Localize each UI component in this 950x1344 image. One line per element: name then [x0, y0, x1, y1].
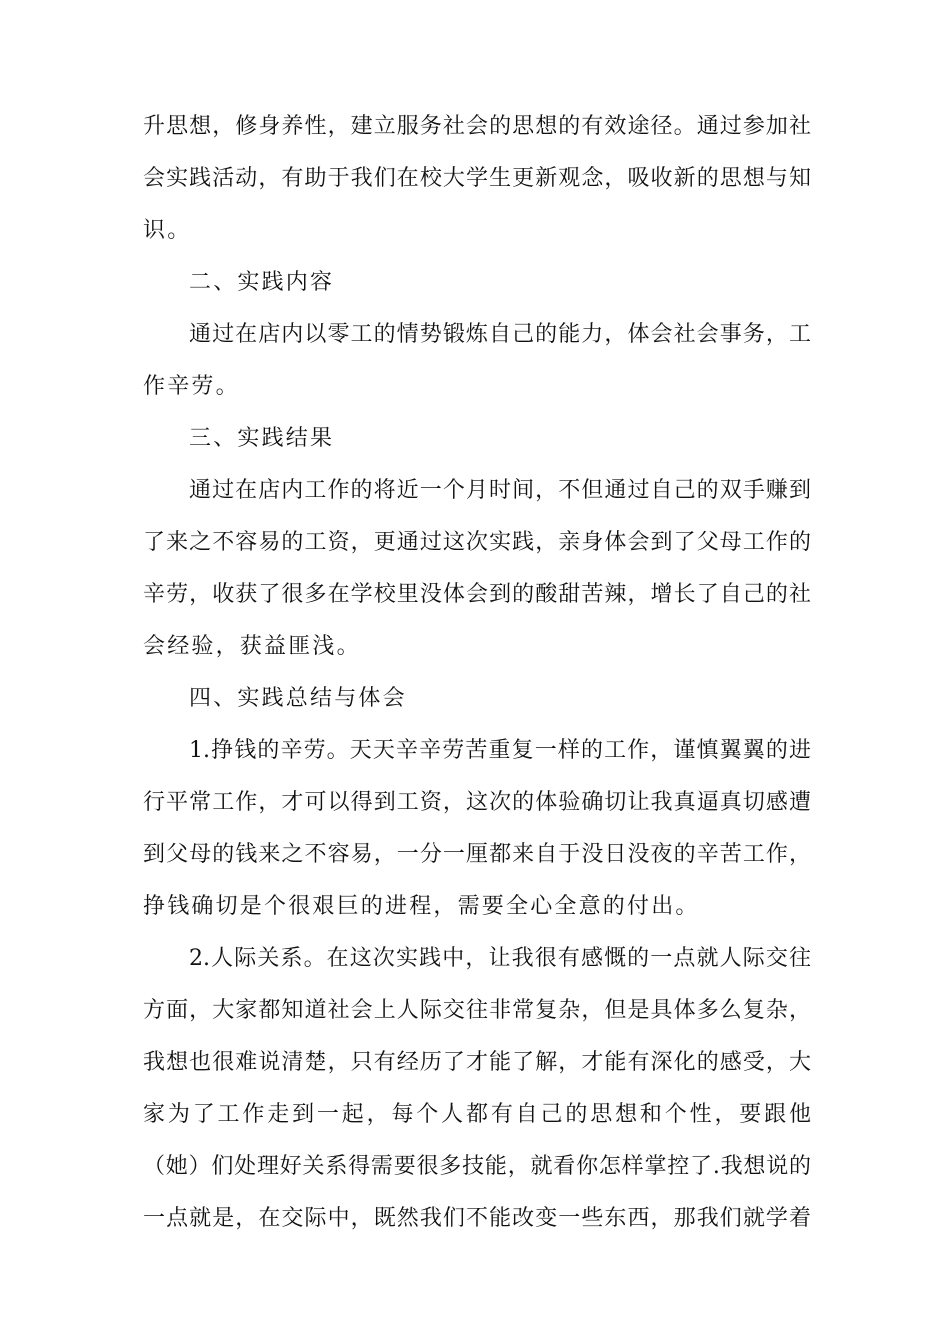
paragraph-line: 到父母的钱来之不容易，一分一厘都来自于没日没夜的辛苦工作， [143, 842, 811, 867]
paragraph-line: 一点就是，在交际中，既然我们不能改变一些东西，那我们就学着 [143, 1206, 811, 1231]
paragraph-line: 方面，大家都知道社会上人际交往非常复杂，但是具体多么复杂， [143, 998, 811, 1023]
paragraph-line: 了来之不容易的工资，更通过这次实践，亲身体会到了父母工作的 [143, 530, 811, 555]
paragraph-line: 家为了工作走到一起，每个人都有自己的思想和个性，要跟他 [143, 1102, 811, 1127]
paragraph-line: 会实践活动，有助于我们在校大学生更新观念，吸收新的思想与知 [143, 166, 811, 191]
document-body [143, 101, 811, 1245]
paragraph-line: 行平常工作，才可以得到工资，这次的体验确切让我真逼真切感遭 [143, 790, 811, 815]
paragraph-line: 通过在店内以零工的情势锻炼自己的能力，体会社会事务，工 [189, 322, 811, 347]
section-heading: 二、实践内容 [189, 270, 335, 295]
section-heading: 四、实践总结与体会 [189, 686, 407, 711]
paragraph-line: 挣钱确切是个很艰巨的进程，需要全心全意的付出。 [143, 894, 700, 919]
paragraph-line: （她）们处理好关系得需要很多技能，就看你怎样掌控了.我想说的 [143, 1154, 811, 1179]
section-heading: 三、实践结果 [189, 426, 335, 451]
paragraph-line: 我想也很难说清楚，只有经历了才能了解，才能有深化的感受，大 [143, 1050, 811, 1075]
paragraph-line: 2.人际关系。在这次实践中，让我很有感慨的一点就人际交往 [189, 946, 811, 971]
paragraph-line: 识。 [143, 218, 192, 243]
paragraph-line: 通过在店内工作的将近一个月时间，不但通过自己的双手赚到 [189, 478, 811, 503]
paragraph-line: 1.挣钱的辛劳。天天辛辛劳苦重复一样的工作，谨慎翼翼的进 [189, 738, 811, 763]
paragraph-line: 升思想，修身养性，建立服务社会的思想的有效途径。通过参加社 [143, 114, 811, 139]
paragraph-line: 会经验，获益匪浅。 [143, 634, 361, 659]
paragraph-line: 辛劳，收获了很多在学校里没体会到的酸甜苦辣，增长了自己的社 [143, 582, 811, 607]
paragraph-line: 作辛劳。 [143, 374, 240, 399]
